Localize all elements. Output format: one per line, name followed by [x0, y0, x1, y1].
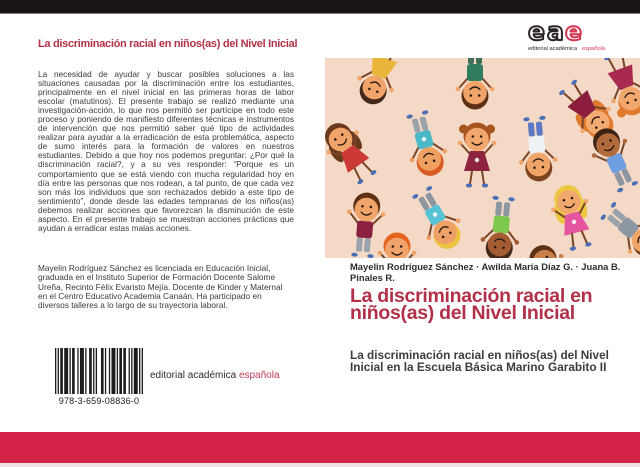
front-title: La discriminación racial en niños(as) del Nivel Inicial: [350, 285, 593, 324]
kids-illustration: [325, 58, 640, 258]
barcode: [55, 348, 143, 394]
logo-tagline-dark: editorial académica: [528, 46, 578, 52]
back-cover-synopsis: La necesidad de ayudar y buscar posibles soluciones a las situaciones causadas por la discriminación entre los estudiantes, principalmente en el nivel inicial en las primeras horas de labor escolar (matutinos). El presente trabajo se realizó mediante una investigación-acción, lo que nos permitió ser partícipe en todo este proceso y poniendo de manifiesto diferentes técnicas e instrumentos de intervención que nos permitió saber qué tipo de actividades realizar para ayudar a la erradicación de esta problemática, aspecto de sumo interés para la formación de valores en nuestros estudiantes. Debido a que hoy nos podemos preguntar: ¿Por qué la discriminación racial?, y a su ves responder: “Porque es un comportamiento que se está viendo con mucha regularidad hoy en día entre las personas que nos rodean, a tal punto, de que cada vez son más los individuos que son rechazados debido a este tipo de sentimiento”, donde desde las edades tempranas de los niños(as) debemos realizar acciones que favorezcan la disminución de este aspecto. En el presente trabajo se muestran acciones prácticas que ayudan a erradicar estas malas acciones.: [38, 69, 294, 233]
barcode-bars: [55, 348, 143, 394]
brand-red-strip: [0, 432, 640, 463]
eae-logo: [527, 19, 609, 53]
imprint-name: editorial académica: [150, 370, 239, 381]
logo-letter-red-icon: e: [565, 19, 582, 46]
logo-tagline-red: española: [582, 46, 606, 52]
back-cover-title: La discriminación racial en niños(as) del Nivel Inicial: [38, 38, 298, 50]
isbn-number: 978-3-659-08836-0: [58, 396, 140, 406]
logo-letters-dark: ea: [528, 19, 566, 46]
top-bar: [0, 0, 640, 14]
bottom-edge: [0, 463, 640, 467]
front-subtitle: La discriminación racial en niños(as) del Nivel Inicial en la Escuela Básica Marino Garabito II: [350, 348, 609, 374]
imprint-name-accent: española: [238, 370, 280, 381]
authors-line: Mayelin Rodríguez Sánchez · Awilda María Díaz G. · Juana B. Pinales R.: [350, 261, 621, 283]
imprint: [150, 370, 280, 381]
back-cover-bio: Mayelin Rodríguez Sánchez es licenciada en Educación Inicial, graduada en el Instituto Superior de Formación Docente Salome Ureña, Recinto Félix Evaristo Mejía. Docente de Kinder y Maternal en el Centro Educativo Academia Canaán. Ha participado en diversos talleres a lo largo de su trayectoria laboral.: [38, 263, 283, 311]
